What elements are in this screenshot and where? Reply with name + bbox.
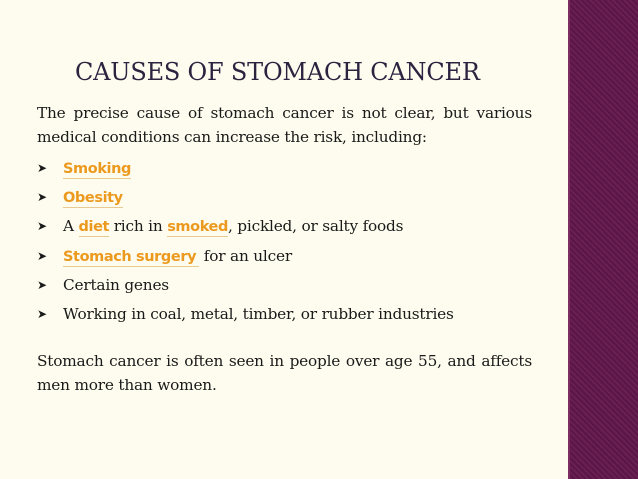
bullet-text: , pickled, or salty foods	[227, 217, 404, 236]
arrowhead-bullet-icon: ➤	[37, 306, 47, 321]
bullet-text: A	[63, 217, 79, 236]
list-item	[37, 183, 557, 212]
arrowhead-bullet-icon: ➤	[37, 248, 47, 263]
decorative-sidebar	[568, 0, 638, 479]
arrowhead-bullet-icon: ➤	[37, 219, 47, 234]
link-smoking[interactable]: Smoking	[63, 161, 132, 177]
link-smoked[interactable]: smoked	[167, 219, 228, 236]
bullet-list	[37, 154, 557, 329]
bullet-text: for an ulcer	[199, 246, 292, 265]
closing-paragraph: Stomach cancer is often seen in people over age 55, and affects men more than women.	[37, 352, 532, 394]
arrowhead-bullet-icon: ➤	[37, 277, 47, 292]
link-obesity[interactable]: Obesity	[63, 190, 123, 207]
list-item	[37, 300, 557, 329]
list-item	[37, 271, 557, 300]
bullet-text: rich in	[109, 217, 168, 236]
bullet-text: Working in coal, metal, timber, or rubber industries	[63, 304, 454, 323]
arrowhead-bullet-icon: ➤	[37, 161, 47, 175]
link-stomach-surgery[interactable]: Stomach surgery	[63, 249, 199, 267]
arrowhead-bullet-icon: ➤	[37, 190, 47, 205]
slide-title: CAUSES OF STOMACH CANCER	[75, 58, 480, 86]
link-diet[interactable]: diet	[78, 219, 110, 236]
intro-paragraph: The precise cause of stomach cancer is not clear, but various medical conditions can increase the risk, including:	[37, 104, 532, 146]
bullet-text: Certain genes	[63, 275, 169, 294]
list-item	[37, 154, 557, 183]
list-item	[37, 242, 557, 271]
list-item	[37, 212, 557, 241]
